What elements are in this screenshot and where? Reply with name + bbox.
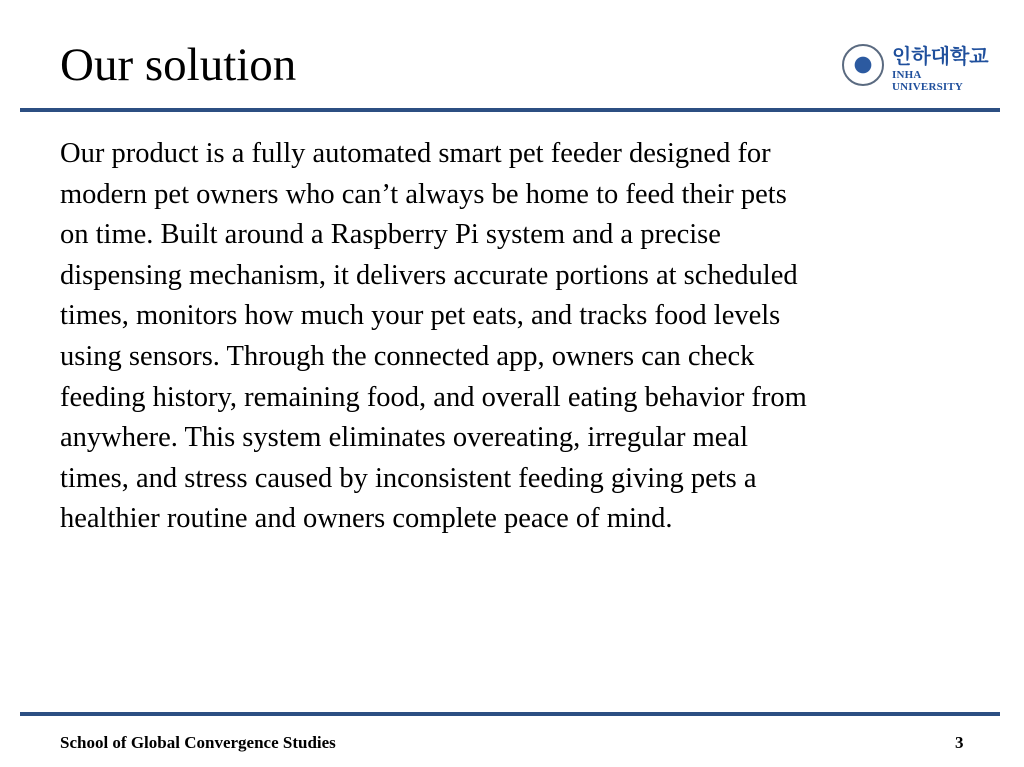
body-line: Our product is a fully automated smart pet feeder designed for (60, 138, 771, 169)
page-number: 3 (955, 733, 964, 752)
body-line: times, and stress caused by inconsistent feeding giving pets a (60, 462, 757, 494)
body-line: anywhere. This system eliminates overeating, irregular meal (60, 422, 748, 454)
logo-english-text: INHA UNIVERSITY (892, 69, 964, 93)
logo-korean-text: 인하대학교 (892, 44, 989, 68)
body-line: dispensing mechanism, it delivers accurate portions at scheduled (60, 259, 798, 291)
body-line: using sensors. Through the connected app, owners can check (60, 340, 755, 372)
footer-divider (20, 712, 1000, 716)
inha-university-logo (842, 44, 994, 93)
body-line: on time. Built around a Raspberry Pi system and a precise (60, 219, 721, 251)
body-line: healthier routine and owners complete peace of mind. (60, 503, 673, 535)
body-line: feeding history, remaining food, and overall eating behavior from (60, 381, 807, 413)
body-line: times, monitors how much your pet eats, and tracks food levels (60, 300, 781, 332)
slide-body (60, 134, 1000, 540)
university-seal-icon (842, 44, 884, 86)
body-line: modern pet owners who can’t always be home to feed their pets (60, 178, 787, 210)
footer-text: School of Global Convergence Studies (60, 733, 336, 752)
header-divider (20, 108, 1000, 112)
slide-title: Our solution (60, 39, 297, 91)
